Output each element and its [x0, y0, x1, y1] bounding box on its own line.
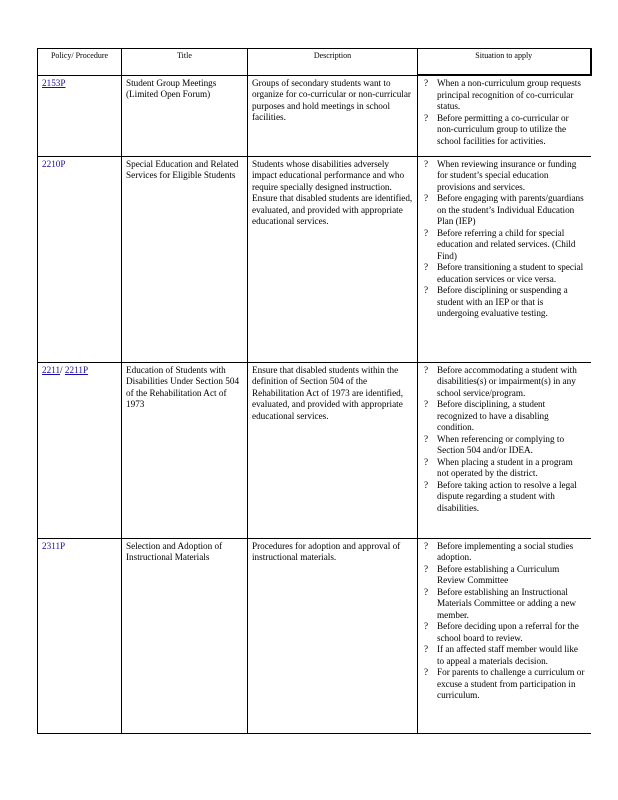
policy-description: Procedures for adoption and approval of instructional materials. [248, 538, 418, 733]
bullet-icon: ? [424, 667, 429, 677]
policy-title: Special Education and Related Services for Eligible Students [122, 156, 248, 362]
policy-title: Education of Students with Disabilities Under Section 504 of the Rehabilitation Act of 1973 [122, 362, 248, 538]
situation-item [422, 480, 587, 515]
policy-title: Student Group Meetings (Limited Open Forum) [122, 75, 248, 156]
situation-list [422, 159, 587, 320]
policy-code-cell [38, 362, 122, 538]
bullet-icon: ? [424, 193, 429, 203]
bullet-icon: ? [424, 563, 429, 574]
bullet-icon: ? [424, 285, 429, 295]
table-row [38, 156, 591, 362]
policy-link[interactable]: 2211P [64, 364, 89, 375]
situation-item [422, 621, 587, 644]
policy-link[interactable]: 2153P [42, 77, 66, 88]
situation-text: Before disciplining or suspending a student with an IEP or that is undergoing evaluative testing. [437, 285, 568, 318]
policy-code-cell [38, 75, 122, 156]
policy-table [37, 48, 592, 734]
situation-text: Before disciplining, a student recognized to have a disabling condition. [437, 399, 549, 432]
policy-title: Selection and Adoption of Instructional Materials [122, 538, 248, 733]
situation-item [422, 78, 587, 113]
bullet-icon: ? [424, 621, 429, 631]
header-row [38, 49, 591, 76]
policy-description: Students whose disabilities adversely impact educational performance and who require specially designed instruction. Ensure that disabled students are identified, evaluated, and provided with appropriate educational services. [248, 156, 418, 362]
bullet-icon: ? [424, 112, 429, 123]
situation-text: Before establishing a Curriculum Review Committee [437, 563, 560, 585]
situation-text: Before implementing a social studies adoption. [437, 540, 574, 562]
situation-item [422, 541, 587, 564]
situation-item [422, 457, 587, 480]
header-situation: Situation to apply [418, 49, 591, 76]
situation-item [422, 159, 587, 194]
bullet-icon: ? [424, 479, 429, 490]
situation-text: When reviewing insurance or funding for student’s special education provisions and services. [437, 158, 577, 192]
situation-text: Before accommodating a student with disabilities(s) or impairment(s) in any school service/program. [437, 364, 577, 398]
situation-item [422, 564, 587, 587]
code-separator: / [60, 364, 65, 375]
situation-cell [418, 362, 591, 538]
situation-text: Before deciding upon a referral for the school board to review. [437, 621, 579, 643]
bullet-icon: ? [424, 364, 429, 375]
situation-text: Before establishing an Instructional Materials Committee or adding a new member. [437, 586, 577, 620]
situation-text: Before transitioning a student to special education services or vice versa. [437, 262, 584, 284]
bullet-icon: ? [424, 456, 429, 467]
situation-text: Before permitting a co-curricular or non-curriculum group to utilize the school facilities for activities. [437, 112, 569, 146]
situation-text: For parents to challenge a curriculum or excuse a student from participation in curriculum. [437, 667, 585, 700]
situation-item [422, 193, 587, 228]
bullet-icon: ? [424, 227, 429, 238]
table-body [38, 75, 591, 733]
situation-item [422, 365, 587, 400]
bullet-icon: ? [424, 586, 429, 597]
situation-list [422, 365, 587, 515]
bullet-icon: ? [424, 644, 429, 654]
bullet-icon: ? [424, 433, 429, 444]
situation-item [422, 399, 587, 434]
situation-item [422, 587, 587, 622]
situation-cell [418, 75, 591, 156]
situation-item [422, 667, 587, 702]
situation-text: Before engaging with parents/guardians on the student’s Individual Education Plan (IEP) [437, 193, 584, 226]
policy-link[interactable]: 2211 [42, 364, 61, 375]
policy-link[interactable]: 2210P [42, 158, 66, 169]
policy-code-cell [38, 156, 122, 362]
situation-item [422, 285, 587, 320]
situation-cell [418, 156, 591, 362]
table-row [38, 538, 591, 733]
situation-list [422, 541, 587, 702]
situation-text: If an affected staff member would like to appeal a materials decision. [437, 644, 578, 666]
situation-item [422, 113, 587, 148]
policy-description: Ensure that disabled students within the definition of Section 504 of the Rehabilitation Act of 1973 are identified, evaluated, and provided with appropriate educational services. [248, 362, 418, 538]
situation-text: When referencing or complying to Section 504 and/or IDEA. [437, 433, 565, 455]
situation-cell [418, 538, 591, 733]
bullet-icon: ? [424, 262, 429, 272]
situation-item [422, 644, 587, 667]
bullet-icon: ? [424, 78, 429, 88]
header-policy: Policy/ Procedure [38, 49, 122, 76]
situation-list [422, 78, 587, 147]
table-row [38, 75, 591, 156]
table-row [38, 362, 591, 538]
situation-text: When a non-curriculum group requests principal recognition of co-curricular status. [437, 78, 581, 111]
bullet-icon: ? [424, 540, 429, 551]
situation-text: Before taking action to resolve a legal dispute regarding a student with disabilities. [437, 479, 577, 513]
policy-description: Groups of secondary students want to organize for co-curricular or non-curricular purposes and hold meetings in school facilities. [248, 75, 418, 156]
situation-item [422, 262, 587, 285]
header-title: Title [122, 49, 248, 76]
policy-code-cell [38, 538, 122, 733]
bullet-icon: ? [424, 158, 429, 169]
bullet-icon: ? [424, 399, 429, 409]
header-description: Description [248, 49, 418, 76]
situation-text: When placing a student in a program not operated by the district. [437, 456, 573, 478]
situation-item [422, 228, 587, 263]
situation-text: Before referring a child for special education and related services. (Child Find) [437, 227, 576, 261]
policy-link[interactable]: 2311P [42, 540, 66, 551]
situation-item [422, 434, 587, 457]
